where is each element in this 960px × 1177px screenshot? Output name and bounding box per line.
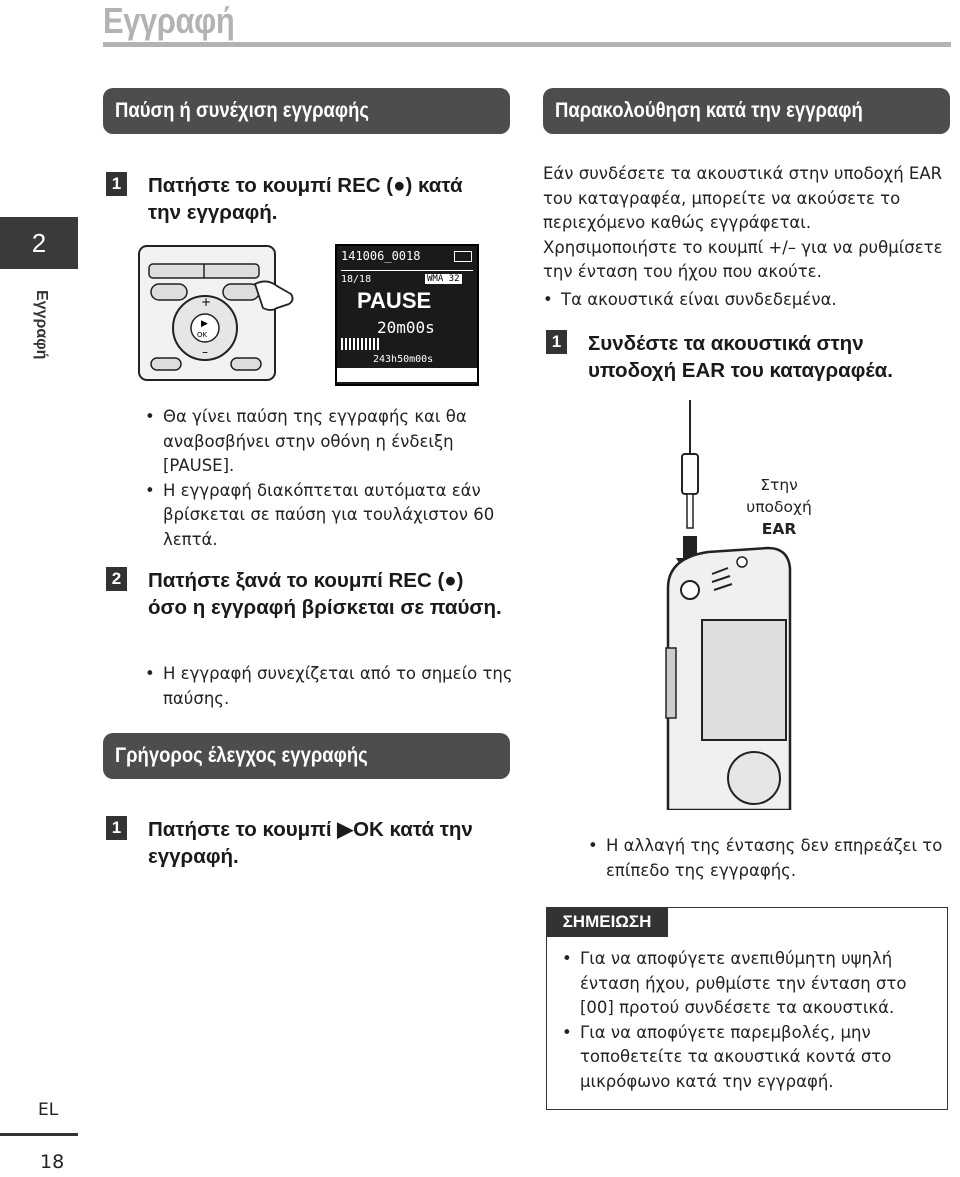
volume-note: [588, 834, 943, 883]
bullet-item: • Η εγγραφή διακόπτεται αυτόματα εάν βρίσκεται σε παύση για τουλάχιστον 60 λεπτά.: [145, 479, 515, 553]
device-screen: [702, 620, 786, 740]
step-number: 2: [106, 567, 127, 591]
rec-button[interactable]: [223, 284, 259, 300]
lcd-status: PAUSE: [357, 288, 432, 313]
ear-callout: [740, 474, 818, 540]
earphone-recorder-illustration: [650, 398, 800, 810]
pause-notes: [145, 405, 515, 552]
level-meter: [341, 338, 381, 350]
lcd-counter: 18/18: [341, 274, 372, 285]
note-item: • Για να αποφύγετε παρεμβολές, μην τοποθετείτε τα ακουστικά κοντά στο μικρόφωνο κατά την εγγραφή.: [562, 1021, 940, 1095]
callout-line: Στην: [760, 476, 798, 494]
svg-text:OK: OK: [197, 331, 208, 339]
ear-jack: [681, 581, 699, 599]
monitor-bullet: [543, 288, 948, 313]
page-title: Εγγραφή: [103, 0, 235, 41]
chapter-side-label: [28, 290, 52, 380]
lcd-time: 20m00s: [377, 318, 435, 337]
step-instruction: Πατήστε το κουμπί REC (●) κατά την εγγραφή.: [148, 174, 463, 224]
stop-button[interactable]: [151, 284, 187, 300]
chapter-tab[interactable]: 2: [0, 217, 78, 269]
language-code: EL: [38, 1100, 59, 1120]
plug-icon: [682, 454, 698, 494]
step-instruction: Πατήστε ξανά το κουμπί REC (●) όσο η εγγραφή βρίσκεται σε παύση.: [148, 569, 502, 619]
resume-notes: [145, 662, 515, 711]
lcd-filename: 141006_0018: [341, 249, 421, 263]
bullet-item: • Τα ακουστικά είναι συνδεδεμένα.: [543, 288, 948, 313]
step-number: 1: [106, 816, 127, 840]
note-title: ΣΗΜΕΙΩΣΗ: [546, 907, 668, 937]
bullet-item: • Η εγγραφή συνεχίζεται από το σημείο της παύσης.: [145, 662, 515, 711]
footer-rule: [0, 1133, 78, 1136]
callout-line: υποδοχή: [746, 498, 812, 516]
lcd-screen: [335, 244, 479, 386]
callout-line: EAR: [761, 520, 797, 538]
note-item: • Για να αποφύγετε ανεπιθύμητη υψηλή ένταση ήχου, ρυθμίστε την ένταση στο [00] προτού συνδέσετε τα ακουστικά.: [562, 947, 940, 1021]
step-instruction: Συνδέστε τα ακουστικά στην υποδοχή EAR του καταγραφέα.: [588, 332, 893, 382]
bullet-item: • Η αλλαγή της έντασης δεν επηρεάζει το επίπεδο της εγγραφής.: [588, 834, 943, 883]
bullet-item: • Θα γίνει παύση της εγγραφής και θα αναβοσβήνει στην οθόνη η ένδειξη [PAUSE].: [145, 405, 515, 479]
section-quick-header: Γρήγορος έλεγχος εγγραφής: [103, 733, 510, 779]
note-list: [562, 947, 940, 1094]
svg-text:–: –: [202, 345, 208, 359]
page-number: 18: [40, 1151, 65, 1173]
chapter-side-text: Εγγραφή: [33, 290, 50, 360]
battery-icon: [454, 251, 472, 262]
section-pause-header: Παύση ή συνέχιση εγγραφής: [103, 88, 510, 134]
recorder-buttons-illustration: [137, 244, 297, 384]
monitor-intro: Εάν συνδέσετε τα ακουστικά στην υποδοχή EAR του καταγραφέα, μπορείτε να ακούσετε το περιεχόμενο καθώς εγγράφεται. Χρησιμοποιήστε το κουμπί +/– για να ρυθμίσετε την ένταση του ήχου που ακούτε.: [543, 164, 943, 281]
svg-text:+: +: [201, 295, 212, 309]
step-number: 1: [106, 172, 127, 196]
section-monitor-header: Παρακολούθηση κατά την εγγραφή: [543, 88, 950, 134]
svg-text:▶: ▶: [201, 319, 208, 329]
title-rule: [103, 42, 951, 47]
lcd-format: WMA 32: [427, 274, 460, 284]
step-number: 1: [546, 330, 567, 354]
step-instruction: Πατήστε το κουμπί ▶OK κατά την εγγραφή.: [148, 818, 473, 868]
lcd-remaining: 243h50m00s: [373, 354, 434, 365]
